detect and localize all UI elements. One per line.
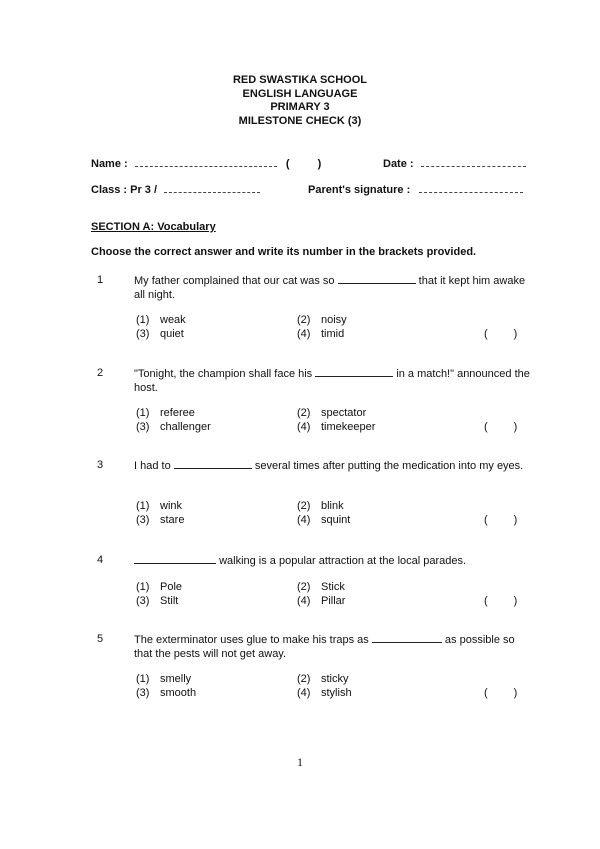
answer-bracket[interactable]: ( ): [484, 687, 518, 699]
question-number: 5: [97, 633, 104, 645]
question-number: 1: [97, 274, 104, 286]
option-2: (2) noisy: [297, 314, 347, 326]
test-name: MILESTONE CHECK (3): [238, 114, 362, 127]
option-3: (3) challenger: [136, 421, 211, 433]
name-field: [91, 157, 321, 170]
option-2: (2) spectator: [297, 407, 367, 419]
signature-label: Parent's signature :: [308, 184, 411, 196]
answer-blank: [134, 554, 216, 564]
option-4: (4) squint: [297, 514, 351, 526]
date-field: [383, 157, 526, 170]
question-stem: I had to several times after putting the medication into my eyes.: [134, 460, 524, 472]
answer-bracket[interactable]: ( ): [484, 595, 518, 607]
name-blank[interactable]: [135, 157, 277, 167]
answer-blank: [338, 274, 416, 284]
subject-name: ENGLISH LANGUAGE: [242, 87, 358, 100]
school-name: RED SWASTIKA SCHOOL: [232, 74, 368, 86]
name-paren-close: ): [317, 158, 322, 170]
option-1: (1) weak: [136, 314, 186, 326]
option-3: (3) smooth: [136, 687, 197, 699]
option-2: (2) Stick: [297, 581, 345, 593]
option-1: (1) wink: [136, 500, 183, 512]
date-label: Date :: [383, 158, 414, 170]
section-instruction: Choose the correct answer and write its number in the brackets provided.: [91, 246, 477, 258]
option-4: (4) stylish: [297, 687, 352, 699]
question-stem: "Tonight, the champion shall face his in a match!" announced the host.: [134, 368, 530, 394]
question-stem: The exterminator uses glue to make his traps as as possible so that the pests will not get away.: [134, 634, 515, 660]
name-paren-open: (: [285, 158, 290, 170]
option-4: (4) timid: [297, 328, 345, 340]
question-stem: walking is a popular attraction at the local parades.: [134, 554, 534, 568]
answer-bracket[interactable]: ( ): [484, 421, 518, 433]
option-3: (3) quiet: [136, 328, 184, 340]
option-1: (1) referee: [136, 407, 195, 419]
question-number: 4: [97, 554, 104, 566]
question-stem: My father complained that our cat was so that it kept him awake all night.: [134, 275, 526, 301]
answer-bracket[interactable]: ( ): [484, 328, 518, 340]
option-4: (4) Pillar: [297, 595, 346, 607]
signature-blank[interactable]: [419, 183, 523, 193]
level-name: PRIMARY 3: [270, 101, 330, 113]
class-blank[interactable]: [164, 183, 260, 193]
option-2: (2) blink: [297, 500, 344, 512]
name-label: Name :: [91, 158, 128, 170]
answer-bracket[interactable]: ( ): [484, 514, 518, 526]
page-number: 1: [297, 755, 303, 769]
option-3: (3) stare: [136, 514, 185, 526]
document-header: [0, 74, 600, 128]
section-title: SECTION A: Vocabulary: [91, 221, 216, 233]
question-number: 2: [97, 367, 104, 379]
option-1: (1) smelly: [136, 673, 192, 685]
class-label: Class : Pr 3 /: [91, 184, 158, 196]
option-2: (2) sticky: [297, 673, 349, 685]
signature-field: [308, 183, 523, 196]
answer-blank: [372, 633, 442, 643]
date-blank[interactable]: [421, 157, 526, 167]
answer-blank: [315, 367, 393, 377]
question-number: 3: [97, 459, 104, 471]
option-3: (3) Stilt: [136, 595, 179, 607]
answer-blank: [174, 459, 252, 469]
option-4: (4) timekeeper: [297, 421, 376, 433]
class-field: [91, 183, 260, 196]
option-1: (1) Pole: [136, 581, 183, 593]
